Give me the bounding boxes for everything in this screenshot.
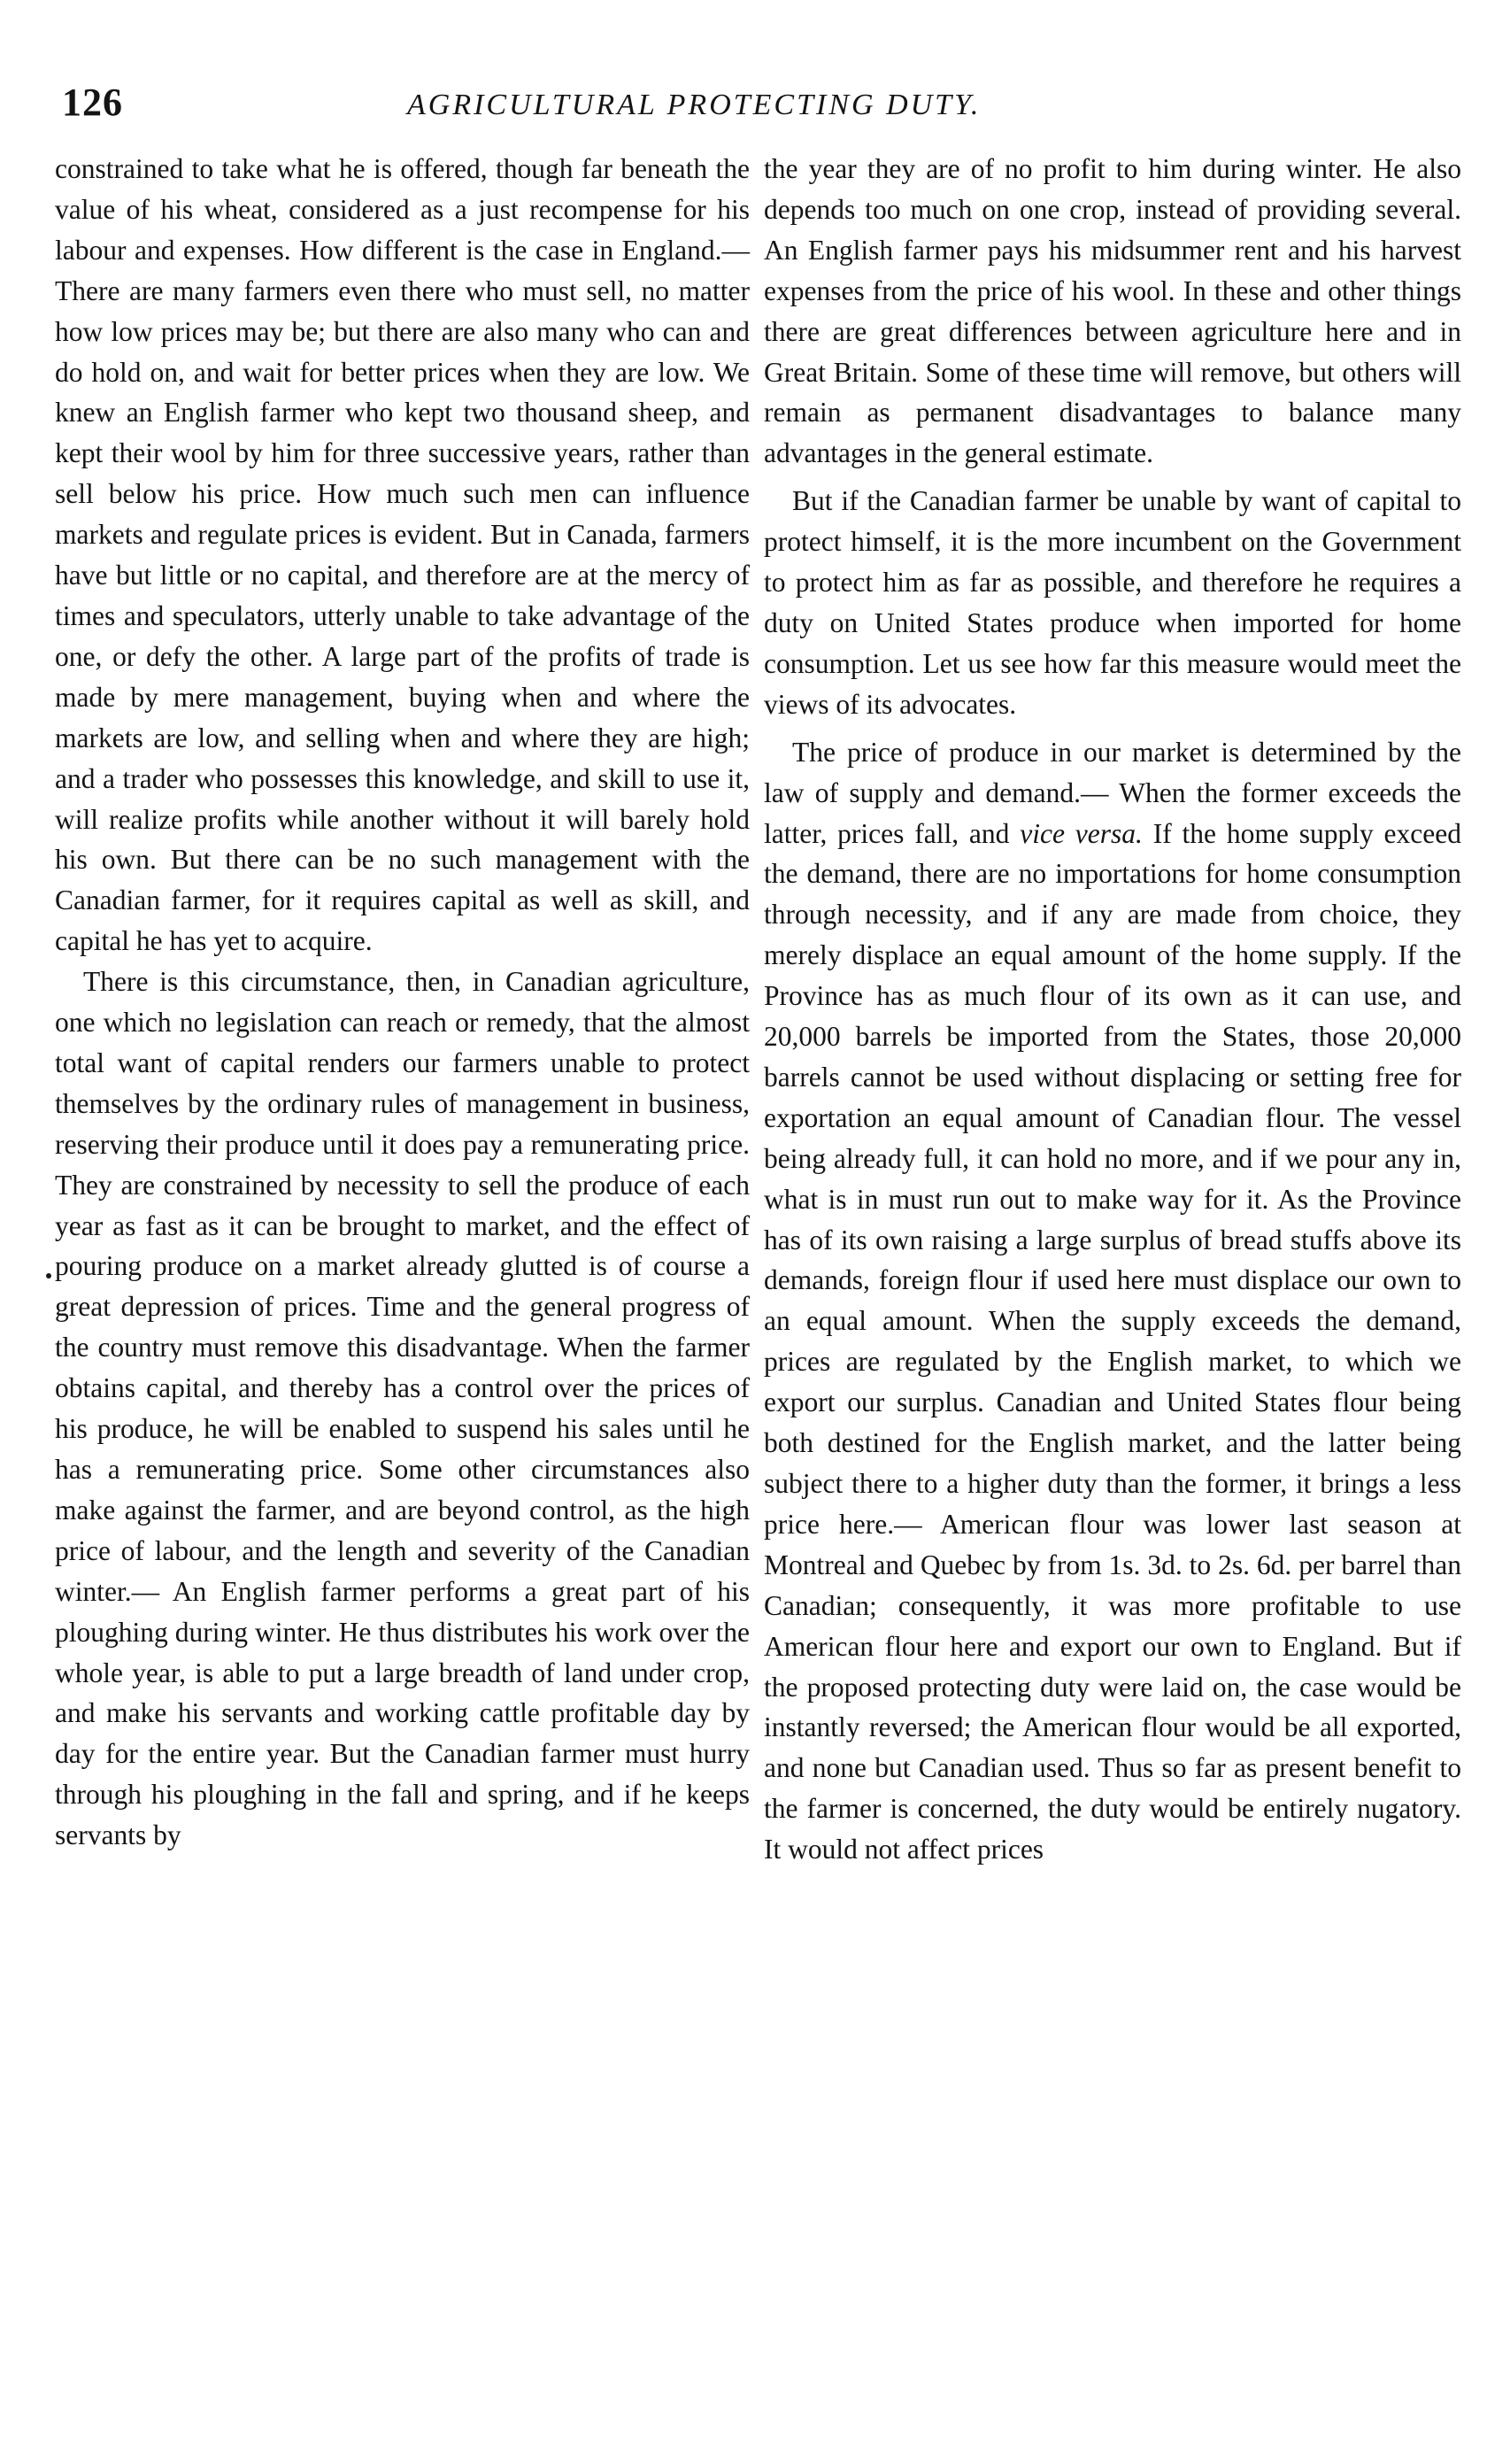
page-number: 126: [62, 81, 123, 124]
right-column: [764, 149, 1461, 1870]
right-paragraph-3-start: The price of produce in our market is determined by the law of supply and demand.— When the former exceeds the latter, prices fall, and: [764, 736, 1461, 849]
right-paragraph-3: [764, 732, 1461, 1870]
right-paragraph-3-italic: vice versa.: [1020, 817, 1143, 849]
left-column: [55, 149, 750, 1856]
left-paragraph-2: There is this circumstance, then, in Canadian agriculture, one which no legislation can reach or remedy, that the almost total want of capital renders our farmers unable to protect themselves by the ordinary rules of management in business, reserving their produce until it does pay a remunerating price. They are constrained by necessity to sell the produce of each year as fast as it can be brought to market, and the effect of pouring produce on a market already glutted is of course a great depression of prices. Time and the general progress of the country must remove this disadvantage. When the farmer obtains capital, and thereby has a control over the prices of his produce, he will be enabled to suspend his sales until he has a remunerating price. Some other circumstances also make against the farmer, and are beyond control, as the high price of labour, and the length and severity of the Canadian winter.— An English farmer performs a great part of his ploughing during winter. He thus distributes his work over the whole year, is able to put a large breadth of land under crop, and make his servants and working cattle profitable day by day for the entire year. But the Canadian farmer must hurry through his ploughing in the fall and spring, and if he keeps servants by: [55, 966, 750, 1851]
right-paragraph-2: But if the Canadian farmer be unable by want of capital to protect himself, it is the more incumbent on the Government to protect him as far as possible, and therefore he requires a duty on United States produce when imported for home consumption. Let us see how far this measure would meet the views of its advocates.: [764, 485, 1461, 720]
running-title: AGRICULTURAL PROTECTING DUTY.: [407, 89, 982, 121]
right-paragraph-3-end: If the home supply exceed the demand, there are no importations for home consumption through necessity, and if any are made from choice, they merely displace an equal amount of the home supply. If the Province has as much flour of its own as it can use, and 20,000 barrels be imported from the States, those 20,000 barrels cannot be used without displacing or setting free for exportation an equal amount of Canadian flour. The vessel being already full, it can hold no more, and if we pour any in, what is in must run out to make way for it. As the Province has of its own raising a large surplus of bread stuffs above its demands, foreign flour if used here must displace our own to an equal amount. When the supply exceeds the demand, prices are regulated by the English market, to which we export our surplus. Canadian and United States flour being both destined for the English market, and the latter being subject there to a higher duty than the former, it brings a less price here.— American flour was lower last season at Montreal and Quebec by from 1s. 3d. to 2s. 6d. per barrel than Canadian; consequently, it was more profitable to use American flour here and export our own to England. But if the proposed protecting duty were laid on, the case would be instantly reversed; the American flour would be all exported, and none but Canadian used. Thus so far as present benefit to the farmer is concerned, the duty would be entirely nugatory. It would not affect prices: [764, 817, 1461, 1865]
right-paragraph-1: the year they are of no profit to him during winter. He also depends too much on one crop, instead of providing several. An English farmer pays his midsummer rent and his harvest expenses from the price of his wool. In these and other things there are great differences between agriculture here and in Great Britain. Some of these time will remove, but others will remain as permanent disadvantages to balance many advantages in the general estimate.: [764, 153, 1461, 469]
left-paragraph-1: constrained to take what he is offered, though far beneath the value of his wheat, considered as a just recompense for his labour and expenses. How different is the case in England.— There are many farmers even there who must sell, no matter how low prices may be; but there are also many who can and do hold on, and wait for better prices when they are low. We knew an English farmer who kept two thousand sheep, and kept their wool by him for three successive years, rather than sell below his price. How much such men can influence markets and regulate prices is evident. But in Canada, farmers have but little or no capital, and therefore are at the mercy of times and speculators, utterly unable to take advantage of the one, or defy the other. A large part of the profits of trade is made by mere management, buying when and where the markets are low, and selling when and where they are high; and a trader who possesses this knowledge, and skill to use it, will realize profits while another without it will barely hold his own. But there can be no such management with the Canadian farmer, for it requires capital as well as skill, and capital he has yet to acquire.: [55, 153, 750, 957]
ink-mark: [46, 1273, 51, 1278]
